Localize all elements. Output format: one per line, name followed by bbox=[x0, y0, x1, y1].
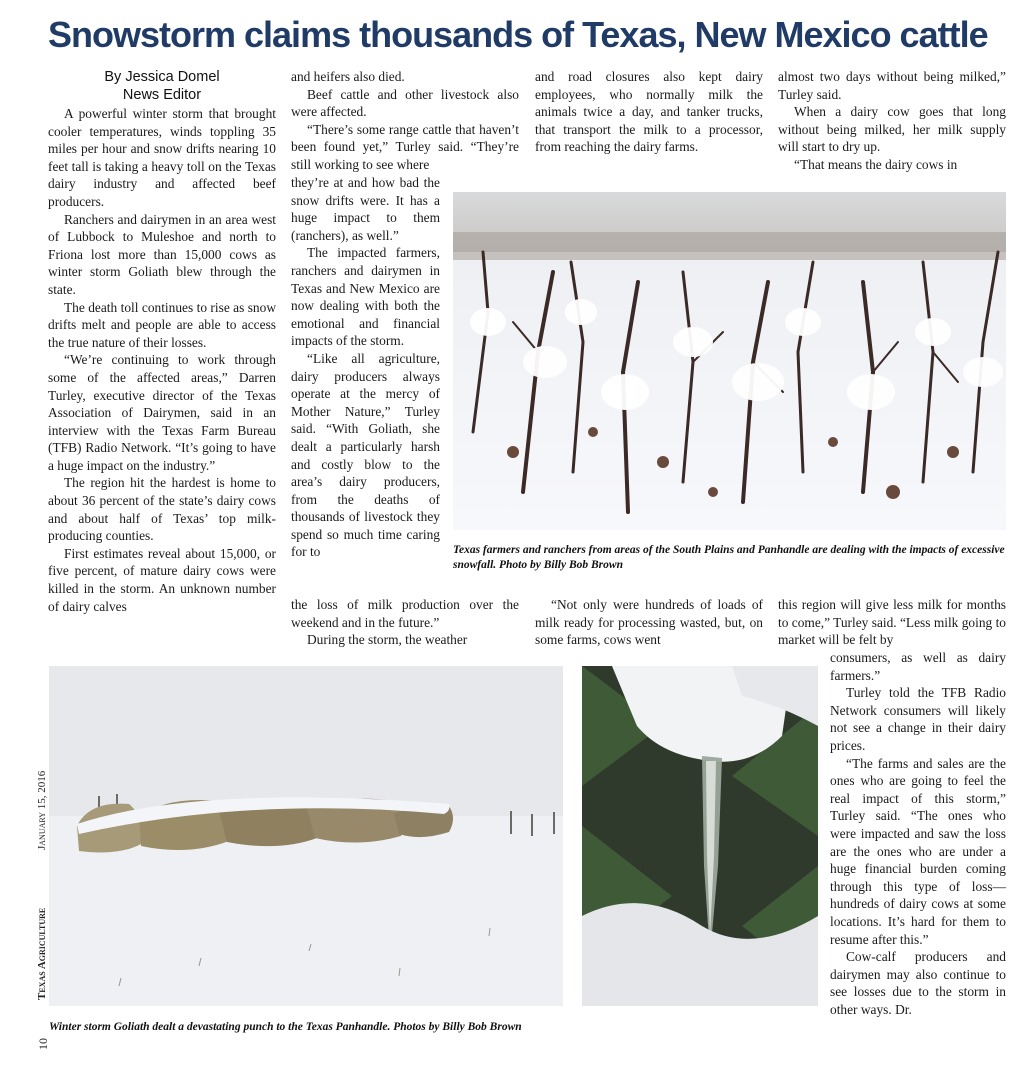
paragraph: Ranchers and dairymen in an area west of Lubbock to Muleshoe and north to Friona lost more than 15,000 cows as winter storm Goliath blew through the state. bbox=[48, 211, 276, 297]
paragraph: First estimates reveal about 15,000, or five percent, of mature dairy cows were killed in the storm. An unknown number of dairy calves bbox=[48, 545, 276, 614]
page-sideline bbox=[36, 770, 48, 1060]
article-column-4-mid bbox=[778, 596, 1006, 649]
paragraph: “We’re continuing to work through some of the affected areas,” Darren Turley, executive director of the Texas Association of Dairymen, said in an interview with the Texas Farm Bureau (TFB) Radio Network. “It’s going to have a huge impact on the industry.” bbox=[48, 352, 276, 473]
paragraph: Turley told the TFB Radio Network consumers will likely not see a change in their dairy prices. bbox=[830, 685, 1006, 753]
paragraph: and heifers also died. bbox=[291, 69, 405, 84]
article-column-3-top bbox=[535, 68, 763, 156]
paragraph: During the storm, the weather bbox=[307, 632, 468, 648]
paragraph: When a dairy cow goes that long without being milked, her milk supply will start to dry up. bbox=[778, 104, 1006, 155]
bottom-photos-caption: Winter storm Goliath dealt a devastating punch to the Texas Panhandle. Photos by Billy Bob Brown bbox=[49, 1021, 522, 1033]
article-column-4-top bbox=[778, 68, 1006, 174]
paragraph: “Not only were hundreds of loads of milk ready for processing wasted, but, on some farms, cows went bbox=[535, 597, 763, 648]
paragraph: The region hit the hardest is home to about 36 percent of the state’s dairy cows and about half of Texas’ top milk-producing counties. bbox=[48, 475, 276, 544]
byline-title: News Editor bbox=[122, 87, 202, 103]
paragraph: The impacted farmers, ranchers and dairymen in Texas and New Mexico are now dealing with both the emotional and financial impacts of the storm. bbox=[291, 245, 440, 349]
paragraph: “There’s some range cattle that haven’t been found yet,” Turley said. “They’re still working to see where bbox=[291, 121, 519, 172]
article-column-1 bbox=[48, 105, 276, 615]
paragraph: Beef cattle and other livestock also were affected. bbox=[291, 86, 519, 120]
article-column-4-bottom bbox=[830, 649, 1006, 1018]
byline-author: By Jessica Domel bbox=[104, 69, 220, 85]
paragraph: consumers, as well as dairy farmers.” bbox=[830, 650, 1006, 683]
paragraph: “The farms and sales are the ones who are going to feel the real impact of this storm,” Turley said. “The ones who were impacted and saw the loss are the ones who are under a huge financial burden coming through this type of loss—hundreds of dairy cows at some locations. It’s hard for them to resume after this.” bbox=[830, 755, 1006, 947]
icicle-photo bbox=[582, 666, 818, 1006]
hay-bales-snow-photo bbox=[49, 666, 563, 1006]
byline bbox=[48, 68, 276, 104]
paragraph: they’re at and how bad the snow drifts were. It has a huge impact to them (ranchers), as well.” bbox=[291, 175, 440, 243]
paragraph: and road closures also kept dairy employees, who normally milk the animals twice a day, and tanker trucks, that transport the milk to a processor, from reaching the dairy farms. bbox=[535, 69, 763, 155]
article-column-3-bottom bbox=[535, 596, 763, 649]
top-photo-caption: Texas farmers and ranchers from areas of the South Plains and Panhandle are dealing with the impacts of excessive snowfall. Photo by Billy Bob Brown bbox=[453, 544, 1005, 571]
article-column-2-top bbox=[291, 68, 519, 174]
paragraph: almost two days without being milked,” Turley said. bbox=[778, 69, 1006, 102]
paragraph: The death toll continues to rise as snow drifts melt and people are able to access the true nature of their losses. bbox=[48, 299, 276, 350]
article-column-2-narrow bbox=[291, 174, 440, 561]
paragraph: “That means the dairy cows in bbox=[794, 156, 958, 172]
paragraph: A powerful winter storm that brought cooler temperatures, winds toppling 35 miles per hour and snow drifts nearing 10 feet tall is taking a heavy toll on the Texas dairy industry and affected beef producers. bbox=[48, 106, 276, 209]
page-number: 10 bbox=[36, 1038, 50, 1050]
cotton-field-snow-photo bbox=[453, 192, 1006, 530]
paragraph: Cow-calf producers and dairymen may also continue to see losses due to the storm in other ways. Dr. bbox=[830, 949, 1006, 1017]
publication-name: Texas Agriculture bbox=[36, 907, 48, 1000]
headline: Snowstorm claims thousands of Texas, New Mexico cattle bbox=[48, 14, 988, 55]
paragraph: “Like all agriculture, dairy producers always operate at the mercy of Mother Nature,” Turley said. “With Goliath, she dealt a particularly harsh and costly blow to the area’s dairy producers, from the deaths of thousands of livestock they spend so much time caring for to bbox=[291, 350, 440, 560]
paragraph: this region will give less milk for months to come,” Turley said. “Less milk going to market will be felt by bbox=[778, 597, 1006, 648]
paragraph: the loss of milk production over the weekend and in the future.” bbox=[291, 597, 519, 630]
article-column-2-bottom bbox=[291, 596, 519, 649]
issue-date: January 15, 2016 bbox=[36, 770, 48, 850]
